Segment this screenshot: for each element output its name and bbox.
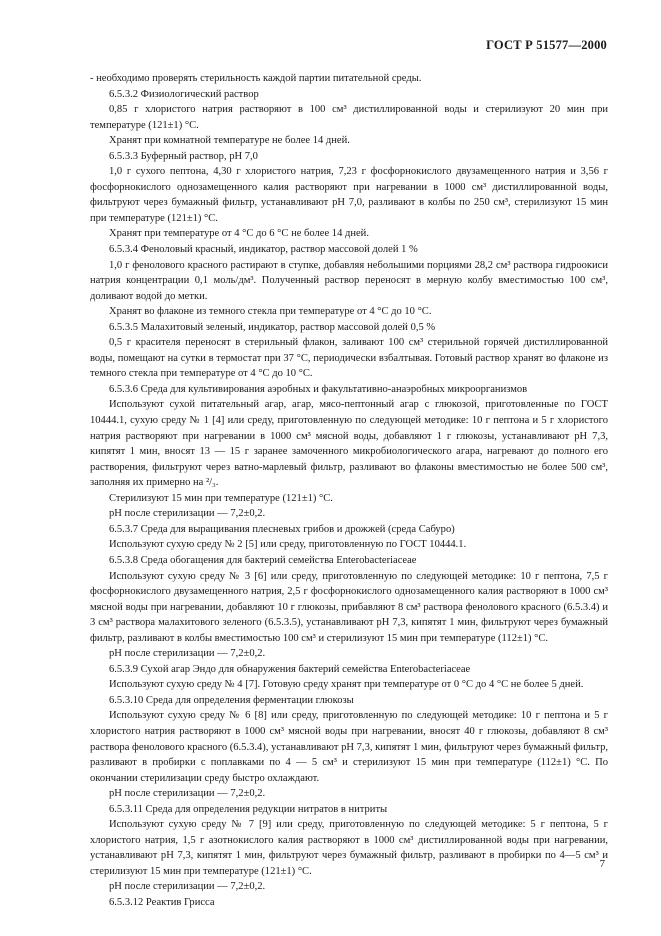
section-heading: 6.5.3.6 Среда для культивирования аэробных и факультативно-анаэробных микроорганизмов [109,383,528,395]
section-heading: 6.5.3.4 Феноловый красный, индикатор, раствор массовой долей 1 % [109,244,418,256]
document-body [90,71,608,911]
section-heading: 6.5.3.3 Буферный раствор, рН 7,0 [109,150,258,162]
section-heading: 6.5.3.2 Физиологический раствор [109,88,259,100]
section-heading: 6.5.3.5 Малахитовый зеленый, индикатор, раствор массовой долей 0,5 % [109,321,436,333]
paragraph: Стерилизуют 15 мин при температуре (121±1) °С. [109,492,333,504]
paragraph: 0,5 г красителя переносят в стерильный флакон, заливают 100 см³ стерильной горячей дистиллированной воды, помещают на сутки в термостат при 37 °С, периодически взбалтывая. Готовый раствор хранят во флаконе из темного стекла при температуре от 4 °С до 10 °С. [90,337,608,380]
section-heading: 6.5.3.9 Сухой агар Эндо для обнаружения бактерий семейства Enterobacteriaceae [109,663,471,675]
section-heading: 6.5.3.8 Среда обогащения для бактерий семейства Enterobacteriaceae [109,554,417,566]
section-heading: 6.5.3.12 Реактив Грисса [109,896,215,908]
paragraph: - необходимо проверять стерильность каждой партии питательной среды. [90,73,422,84]
paragraph: Хранят при комнатной температуре не более 14 дней. [109,135,350,147]
section-heading: 6.5.3.7 Среда для выращивания плесневых грибов и дрожжей (среда Сабуро) [109,523,455,535]
section-heading: 6.5.3.10 Среда для определения ферментации глюкозы [109,694,354,706]
paragraph: рН после стерилизации — 7,2±0,2. [109,881,266,893]
paragraph: Используют сухую среду № 7 [9] или среду, приготовленную по следующей методике: 5 г пептона, 5 г хлористого натрия, 1,5 г азотнокислого калия растворяют в 1000 см³ дистиллированной воды при нагревании, устанавливают рН 7,3, кипятят 1 мин, фильтруют через бумажный фильтр, разливают в пробирки по 4—5 см³ и стерилизуют 15 мин при температуре (121±1) °С. [90,819,608,877]
paragraph: Используют сухую среду № 4 [7]. Готовую среду хранят при температуре от 0 °С до 4 °С не более 5 дней. [109,679,584,691]
paragraph: рН после стерилизации — 7,2±0,2. [109,648,266,660]
document-header: ГОСТ Р 51577—2000 [486,38,607,52]
paragraph: Используют сухую среду № 2 [5] или среду, приготовленную по ГОСТ 10444.1. [109,539,467,551]
paragraph: рН после стерилизации — 7,2±0,2. [109,508,266,520]
paragraph: 0,85 г хлористого натрия растворяют в 100 см³ дистиллированной воды и стерилизуют 20 мин при температуре (121±1) °С. [90,104,608,131]
paragraph: Хранят при температуре от 4 °С до 6 °С не более 14 дней. [109,228,369,240]
section-heading: 6.5.3.11 Среда для определения редукции нитратов в нитриты [109,803,388,815]
paragraph: Используют сухую среду № 3 [6] или среду, приготовленную по следующей методике: 10 г пептона, 7,5 г фосфорнокислого двузамещенного натрия, 2,5 г фосфорнокислого однозамещенного калия растворяют в 1000 см³ мясной воды при нагревании, добавляют 10 г глюкозы, прибавляют 8 см³ раствора фенолового красного (6.5.3.4) и 3 см³ раствора малахитового зеленого (6.5.3.5), устанавливают рН 7,3, кипятят 1 мин, фильтруют через бумажный фильтр, разливают в колбы вместимостью 100 см³ и стерилизуют 15 мин при температуре (112±1) °С. [90,570,608,644]
page-number: 7 [599,858,605,870]
paragraph: 1,0 г сухого пептона, 4,30 г хлористого натрия, 7,23 г фосфорнокислого двузамещенного натрия и 3,56 г фосфорнокислого однозамещенного калия растворяют при нагревании в 1000 см³ дистиллированной воды, фильтруют через бумажный фильтр, устанавливают рН 7,0, разливают в колбы по 250 см³, стерилизуют 15 мин при температуре (121±1) °С. [90,166,608,224]
paragraph: 1,0 г фенолового красного растирают в ступке, добавляя небольшими порциями 28,2 см³ раствора гидроокиси натрия концентрации 0,1 моль/дм³. Полученный раствор переносят в мерную колбу вместимостью 100 см³, доливают водой до метки. [90,259,608,302]
paragraph: Хранят во флаконе из темного стекла при температуре от 4 °С до 10 °С. [109,306,432,318]
paragraph: рН после стерилизации — 7,2±0,2. [109,788,266,800]
paragraph: Используют сухую среду № 6 [8] или среду, приготовленную по следующей методике: 10 г пептона и 5 г хлористого натрия растворяют в 1000 см³ мясной воды при нагревании, вносят 40 г глюкозы, добавляют 8 см³ раствора фенолового красного (6.5.3.4), устанавливают рН 7,3, кипятят 1 мин, фильтруют через бумажный фильтр, разливают в пробирки с поплавками по 4 — 5 см³ и стерилизуют 15 мин при температуре (112±1) °С. По окончании стерилизации среду быстро охлаждают. [90,710,608,784]
paragraph: Используют сухой питательный агар, агар, мясо-пептонный агар с глюкозой, приготовленные по ГОСТ 10444.1, сухую среду № 1 [4] или среду, приготовленную по следующей методике: 10 г пептона и 5 г хлористого натрия растворяют при нагревании в 1000 см³ мясной воды, добавляют 1 г глюкозы, устанавливают рН 7,3, кипятят 1 мин, вносят 13 — 15 г заранее замоченного микробиологического агара, нагревают до полного его растворения, фильтруют через ватно-марлевый фильтр, разливают во флаконы вместимостью не более 500 см³, заполняя их примерно на ²/₃. [90,399,608,489]
